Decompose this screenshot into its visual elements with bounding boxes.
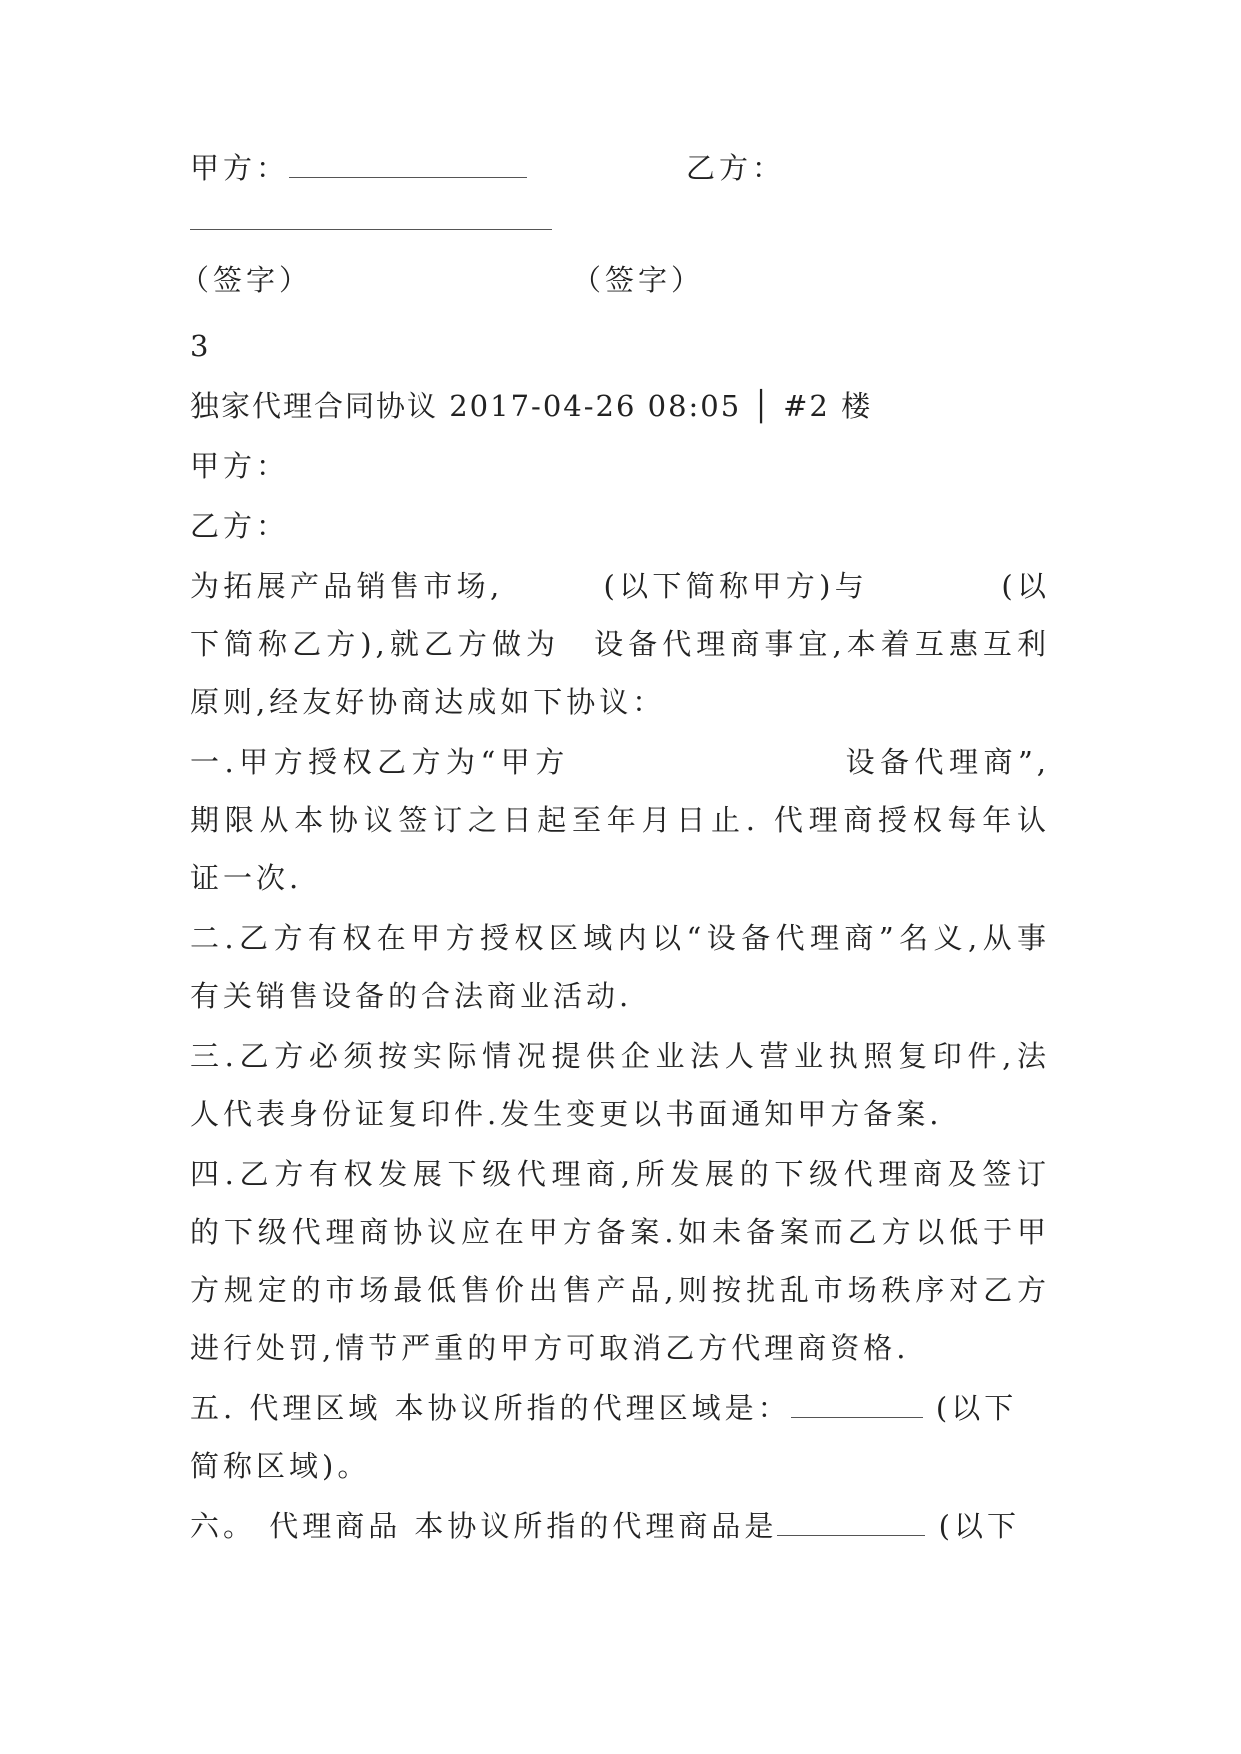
clause-6-blank <box>777 1509 925 1536</box>
body-line: 一.甲方授权乙方为“甲方 设备代理商”, <box>190 745 1050 779</box>
clause-6-prefix: 六。 代理商品 本协议所指的代理商品是 <box>190 1509 778 1543</box>
party-b-sign-label: 乙方： <box>686 151 786 185</box>
body-line: 证一次. <box>190 861 303 895</box>
clause-5-blank <box>791 1391 923 1418</box>
clause-5-line <box>190 1388 1017 1428</box>
body-line: 原则,经友好协商达成如下协议： <box>190 685 666 719</box>
doc-title-line: 独家代理合同协议 2017-04-26 08:05 │ #2 楼 <box>190 389 873 423</box>
party-a-blank <box>289 151 527 178</box>
sign-b-label: （签字） <box>572 263 705 297</box>
signature-party-a-line <box>190 148 527 188</box>
body-line: 方规定的市场最低售价出售产品,则按扰乱市场秩序对乙方 <box>190 1273 1050 1307</box>
sign-a-label: （签字） <box>180 263 313 297</box>
clause-5-prefix: 五. 代理区域 本协议所指的代理区域是： <box>190 1391 791 1425</box>
clause-6-suffix: (以下 <box>925 1509 1020 1543</box>
clause-6-line <box>190 1506 1020 1546</box>
body-line: 进行处罚,情节严重的甲方可取消乙方代理商资格. <box>190 1331 910 1365</box>
body-line: 期限从本协议签订之日起至年月日止. 代理商授权每年认 <box>190 803 1050 837</box>
doc-party-a: 甲方： <box>190 449 290 483</box>
body-line: 为拓展产品销售市场, (以下简称甲方)与 (以 <box>190 569 1050 603</box>
body-line: 下简称乙方),就乙方做为 设备代理商事宜,本着互惠互利 <box>190 627 1050 661</box>
party-b-blank <box>190 203 552 230</box>
body-line: 有关销售设备的合法商业活动. <box>190 979 633 1013</box>
body-line: 四.乙方有权发展下级代理商,所发展的下级代理商及签订 <box>190 1157 1050 1191</box>
party-a-sign-label: 甲方： <box>190 151 290 185</box>
body-line: 人代表身份证复印件.发生变更以书面通知甲方备案. <box>190 1097 943 1131</box>
clause-5-suffix: (以下 <box>922 1391 1018 1425</box>
body-line: 的下级代理商协议应在甲方备案.如未备案而乙方以低于甲 <box>190 1215 1050 1249</box>
doc-party-b: 乙方： <box>190 509 290 543</box>
page-number: 3 <box>190 329 213 363</box>
body-line: 二.乙方有权在甲方授权区域内以“设备代理商”名义,从事 <box>190 921 1050 955</box>
clause-5-line2: 简称区域)。 <box>190 1449 371 1483</box>
body-line: 三.乙方必须按实际情况提供企业法人营业执照复印件,法 <box>190 1039 1050 1073</box>
signature-party-b-blank-line <box>190 200 552 240</box>
